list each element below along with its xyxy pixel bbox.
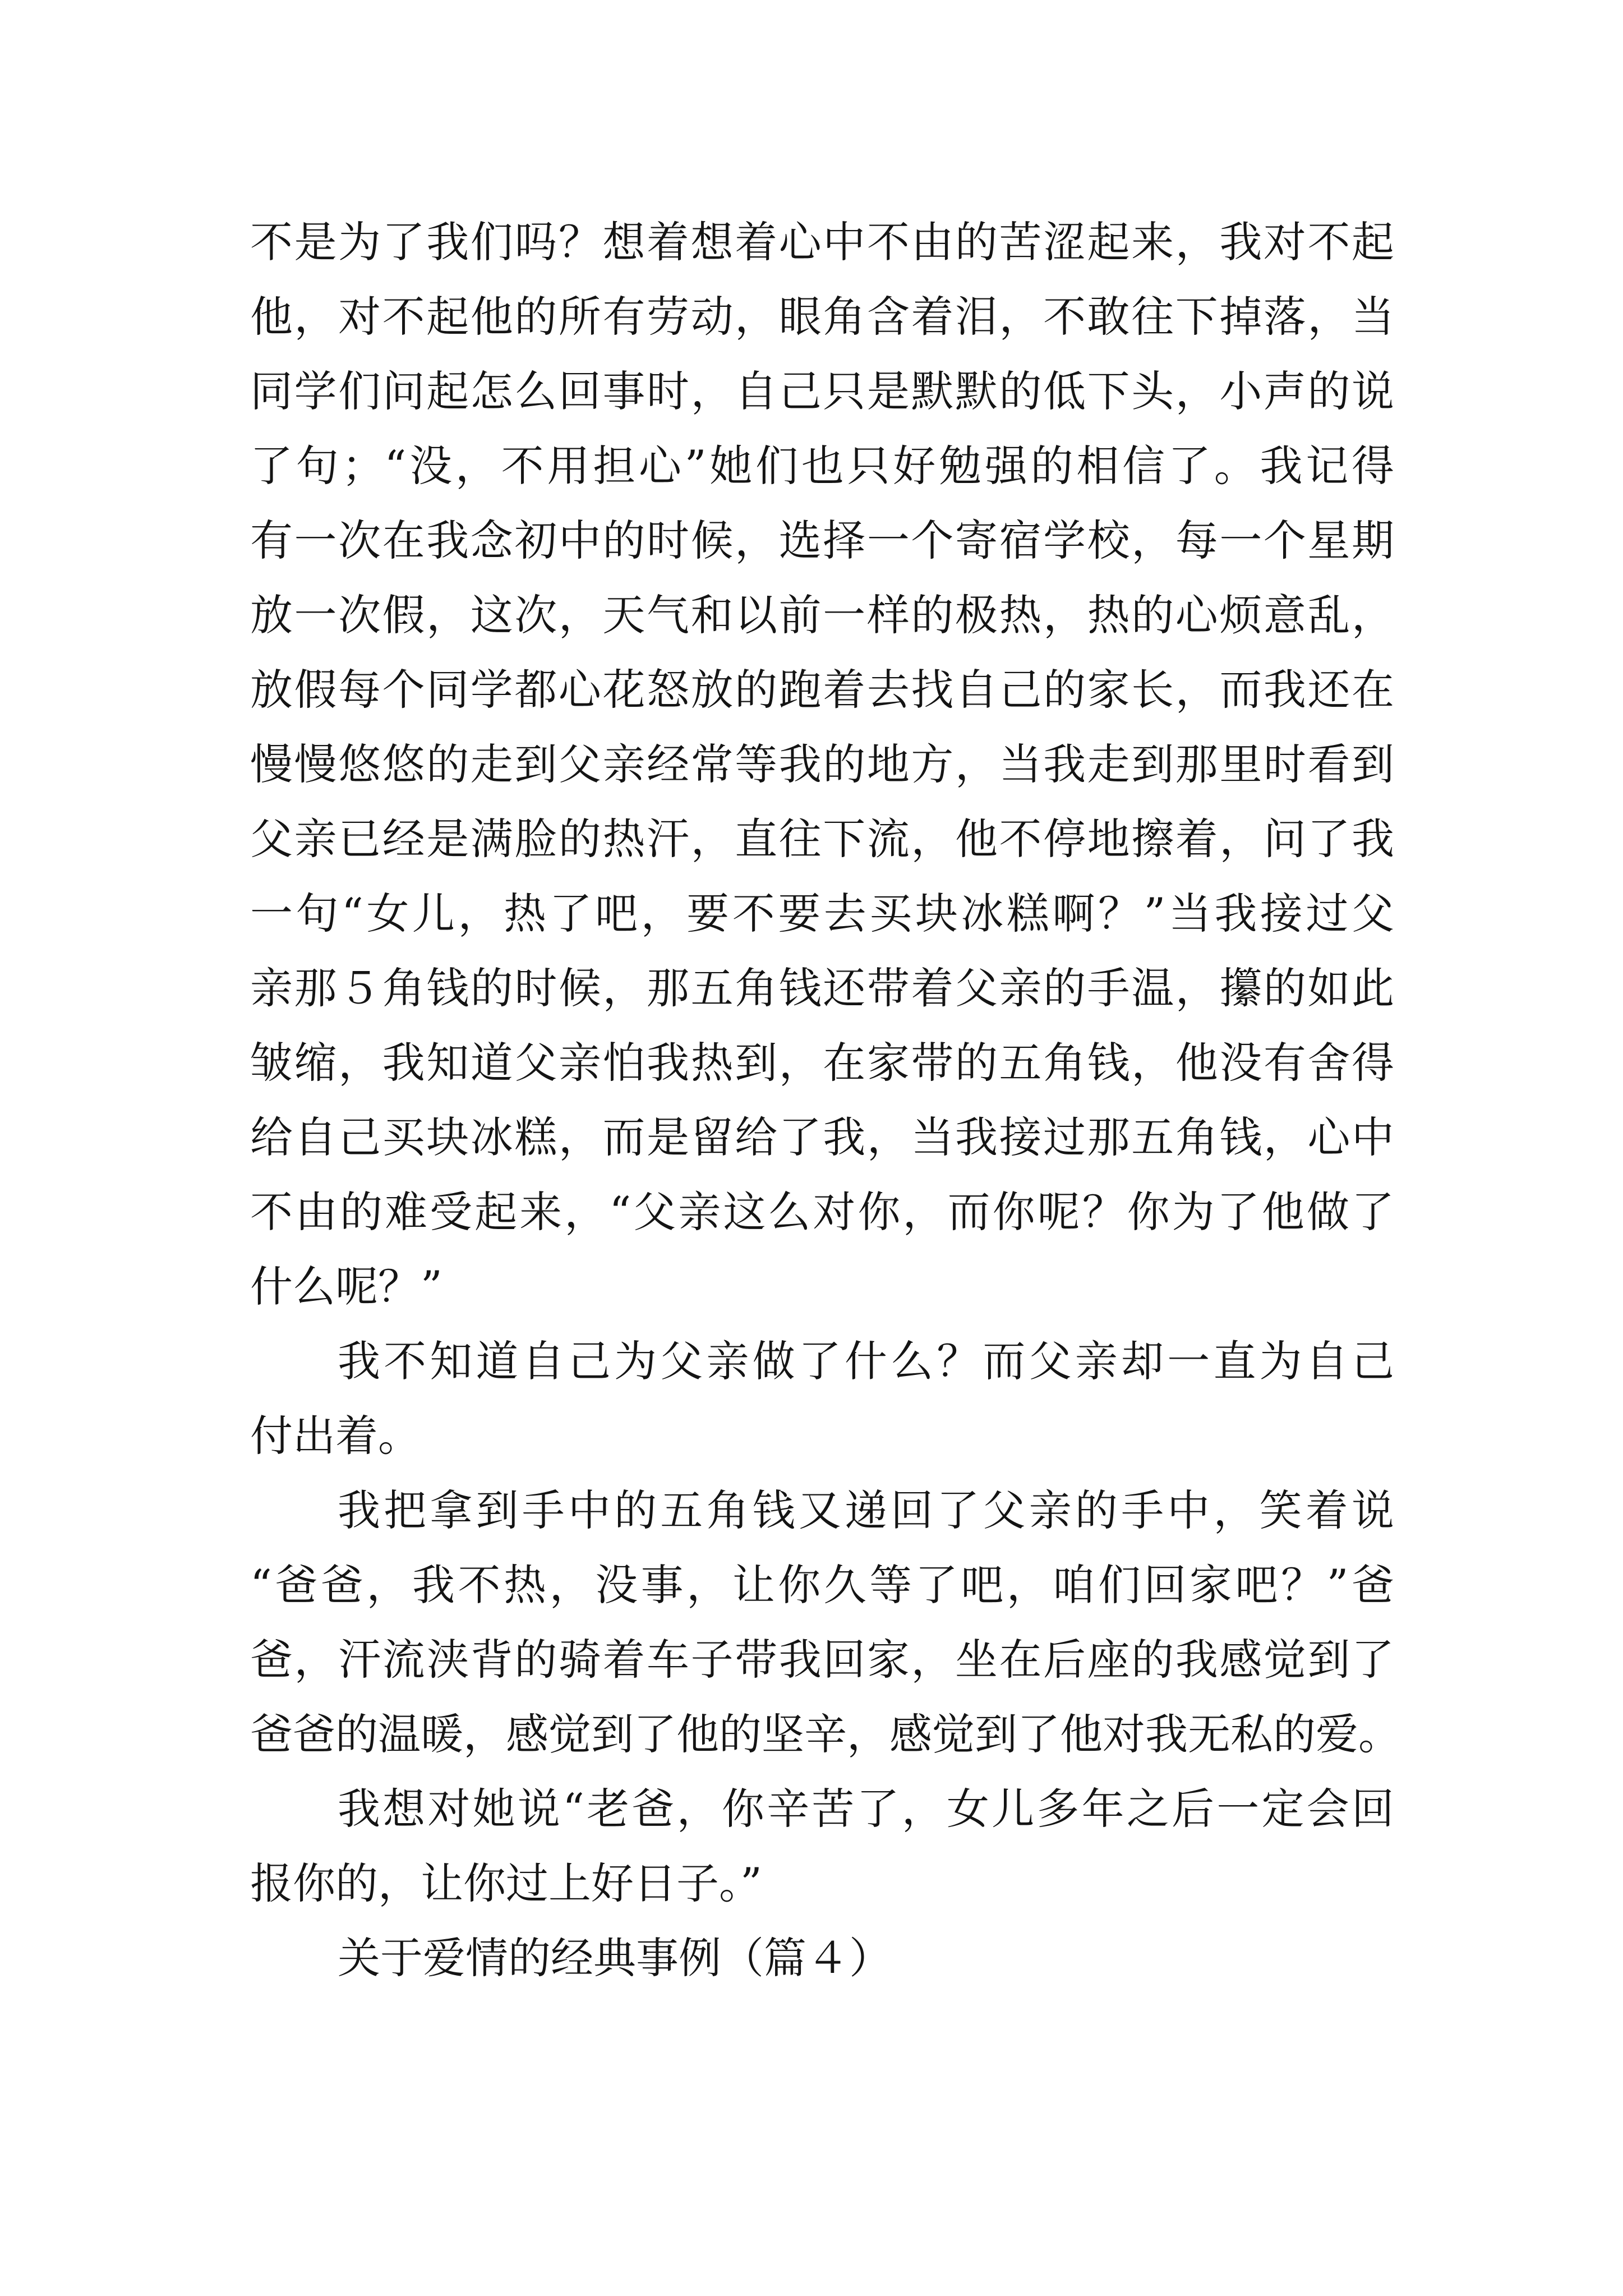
text-line: 什么呢？” bbox=[250, 1262, 442, 1312]
text-line: 放一次假，这次，天气和以前一样的极热，热的心烦意乱， bbox=[250, 590, 1394, 640]
text-line: 放假每个同学都心花怒放的跑着去找自己的家长，而我还在 bbox=[250, 665, 1394, 715]
body-text bbox=[250, 205, 1401, 1995]
text-line: 亲那５角钱的时候，那五角钱还带着父亲的手温，攥的如此 bbox=[250, 963, 1394, 1013]
text-line: “爸爸，我不热，没事，让你久等了吧，咱们回家吧？”爸 bbox=[250, 1560, 1394, 1610]
text-line: 爸，汗流浃背的骑着车子带我回家，坐在后座的我感觉到了 bbox=[250, 1635, 1394, 1685]
text-line: 给自己买块冰糕，而是留给了我，当我接过那五角钱，心中 bbox=[250, 1112, 1394, 1162]
text-line: 不是为了我们吗？想着想着心中不由的苦涩起来，我对不起 bbox=[250, 217, 1394, 267]
text-line: 一句“女儿，热了吧，要不要去买块冰糕啊？”当我接过父 bbox=[250, 889, 1394, 938]
text-line: 同学们问起怎么回事时，自己只是默默的低下头，小声的说 bbox=[250, 366, 1394, 416]
text-line: 爸爸的温暖，感觉到了他的坚辛，感觉到了他对我无私的爱。 bbox=[250, 1709, 1401, 1759]
paragraph-first-line: 我把拿到手中的五角钱又递回了父亲的手中，笑着说 bbox=[338, 1485, 1394, 1535]
section-heading: 关于爱情的经典事例（篇４） bbox=[338, 1933, 892, 1983]
paragraph-first-line: 我不知道自己为父亲做了什么？而父亲却一直为自己 bbox=[338, 1336, 1394, 1386]
text-line: 皱缩，我知道父亲怕我热到，在家带的五角钱，他没有舍得 bbox=[250, 1038, 1394, 1088]
text-line: 付出着。 bbox=[250, 1411, 421, 1461]
text-line: 慢慢悠悠的走到父亲经常等我的地方，当我走到那里时看到 bbox=[250, 739, 1394, 789]
text-line: 有一次在我念初中的时候，选择一个寄宿学校，每一个星期 bbox=[250, 516, 1394, 565]
paragraph-first-line: 我想对她说“老爸，你辛苦了，女儿多年之后一定会回 bbox=[338, 1784, 1394, 1834]
text-line: 他，对不起他的所有劳动，眼角含着泪，不敢往下掉落，当 bbox=[250, 292, 1394, 342]
text-line: 了句；“没，不用担心”她们也只好勉强的相信了。我记得 bbox=[250, 441, 1394, 491]
text-line: 不由的难受起来，“父亲这么对你，而你呢？你为了他做了 bbox=[250, 1187, 1394, 1237]
text-line: 父亲已经是满脸的热汗，直往下流，他不停地擦着，问了我 bbox=[250, 814, 1394, 864]
text-line: 报你的，让你过上好日子。” bbox=[250, 1858, 762, 1908]
